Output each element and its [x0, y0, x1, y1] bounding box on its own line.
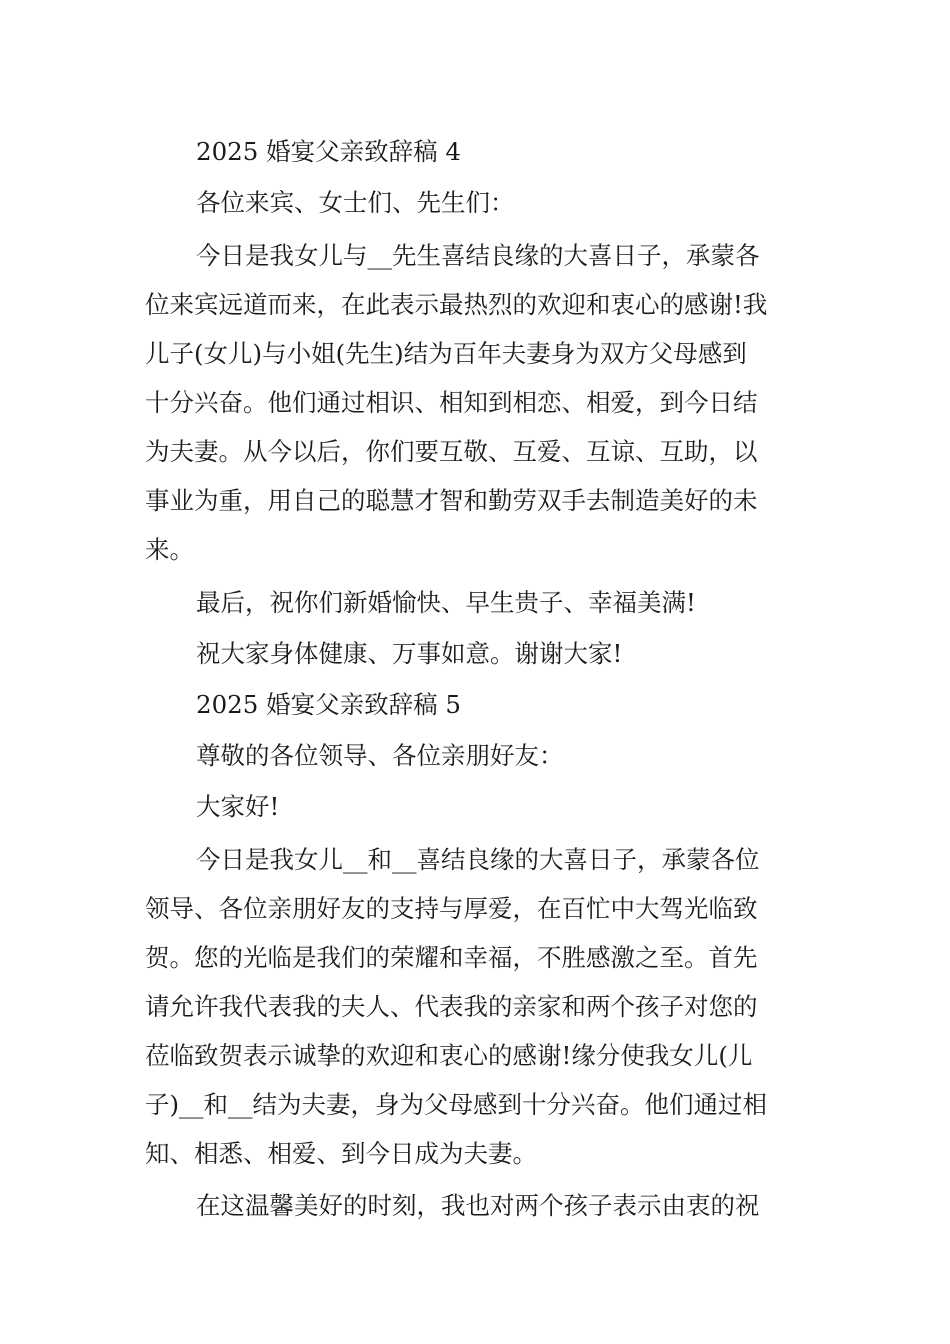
- paragraph-line: 事业为重，用自己的聪慧才智和勤劳双手去制造美好的未: [145, 486, 758, 515]
- wish-line: 最后，祝你们新婚愉快、早生贵子、幸福美满!: [196, 588, 696, 617]
- thanks-line: 祝大家身体健康、万事如意。谢谢大家!: [196, 639, 623, 668]
- paragraph: [145, 1181, 807, 1230]
- greeting: 尊敬的各位领导、各位亲朋好友：: [196, 741, 564, 770]
- greeting: 各位来宾、女士们、先生们：: [196, 188, 515, 217]
- paragraph-line: 为夫妻。从今以后，你们要互敬、互爱、互谅、互助，以: [145, 437, 758, 466]
- paragraph-line: 知、相悉、相爱、到今日成为夫妻。: [145, 1139, 537, 1168]
- paragraph-line: 领导、各位亲朋好友的支持与厚爱，在百忙中大驾光临致: [145, 894, 758, 923]
- section-title: 2025 婚宴父亲致辞稿 4: [196, 137, 462, 166]
- paragraph-line: 儿子(女儿)与小姐(先生)结为百年夫妻身为双方父母感到: [145, 339, 747, 368]
- paragraph-line: 今日是我女儿__和__喜结良缘的大喜日子，承蒙各位: [196, 845, 760, 874]
- document-content: [145, 126, 807, 1230]
- paragraph-line: 请允许我代表我的夫人、代表我的亲家和两个孩子对您的: [145, 992, 758, 1021]
- paragraph-line: 莅临致贺表示诚挚的欢迎和衷心的感谢!缘分使我女儿(儿: [145, 1041, 753, 1070]
- paragraph-line: 位来宾远道而来，在此表示最热烈的欢迎和衷心的感谢!我: [145, 290, 768, 319]
- paragraph: [145, 835, 807, 1178]
- section-title: 2025 婚宴父亲致辞稿 5: [196, 690, 462, 719]
- paragraph-line: 在这温馨美好的时刻，我也对两个孩子表示由衷的祝: [196, 1191, 760, 1220]
- paragraph-line: 今日是我女儿与__先生喜结良缘的大喜日子，承蒙各: [196, 241, 760, 270]
- paragraph-line: 贺。您的光临是我们的荣耀和幸福，不胜感激之至。首先: [145, 943, 758, 972]
- paragraph-line: 来。: [145, 535, 194, 564]
- paragraph: [145, 231, 807, 574]
- hello-line: 大家好!: [196, 792, 280, 821]
- paragraph-line: 十分兴奋。他们通过相识、相知到相恋、相爱，到今日结: [145, 388, 758, 417]
- paragraph-line: 子)__和__结为夫妻，身为父母感到十分兴奋。他们通过相: [145, 1090, 768, 1119]
